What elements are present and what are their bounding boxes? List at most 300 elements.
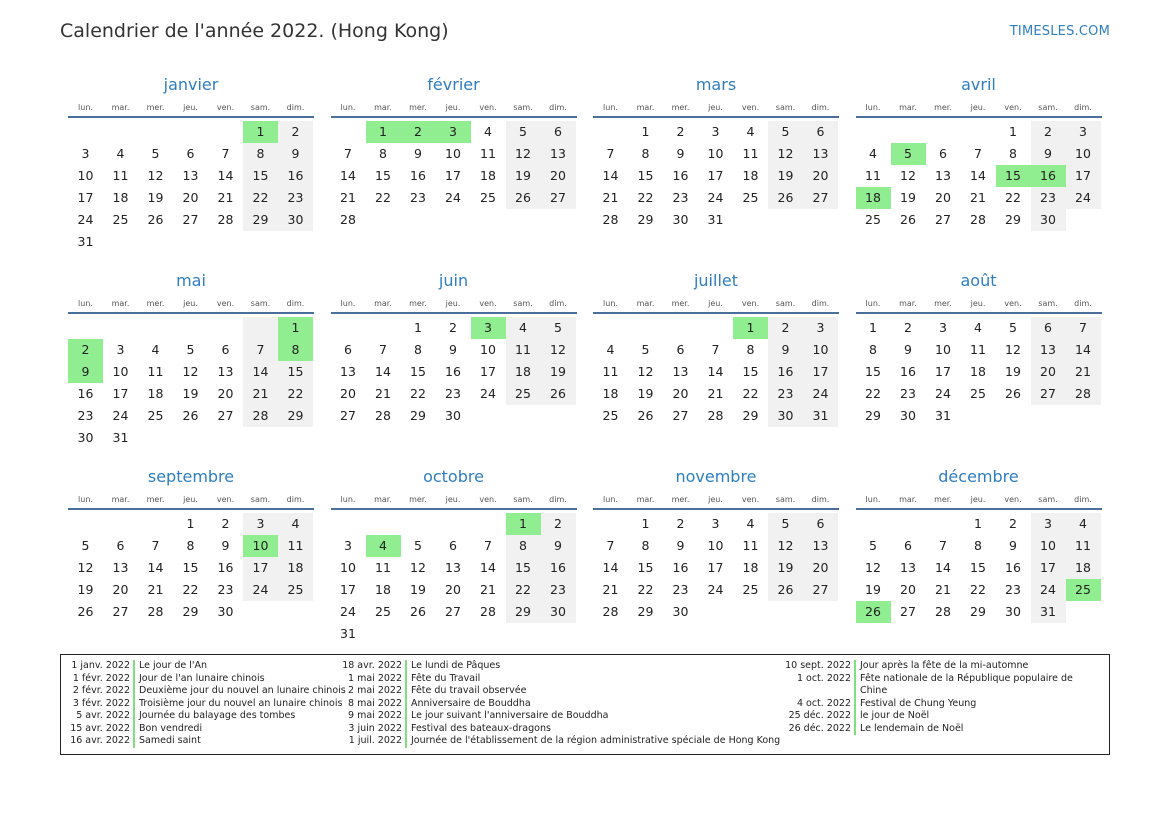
weekday-label: ven. — [1004, 495, 1022, 504]
day-cell: 19 — [77, 582, 94, 597]
holiday-day-cell: 3 — [471, 317, 506, 339]
weekday-label: mer. — [146, 495, 165, 504]
empty-day-cell — [401, 513, 436, 535]
day-cell: 4 — [746, 516, 755, 531]
day-cell: 11 — [865, 168, 881, 183]
day-cell: 18 — [375, 582, 391, 597]
day-cell: 28 — [480, 604, 496, 619]
day-cell: 17 — [1066, 165, 1101, 187]
weekday-label: mer. — [409, 103, 427, 112]
days-grid — [68, 513, 314, 623]
month-name: mars — [695, 75, 737, 94]
empty-day-cell — [208, 317, 243, 339]
weekday-label: mar. — [374, 103, 392, 112]
month-calendar — [856, 72, 1102, 266]
empty-day-cell — [1066, 601, 1101, 623]
day-cell: 11 — [742, 146, 759, 161]
empty-day-cell — [856, 513, 891, 535]
day-cell: 2 — [676, 516, 685, 531]
empty-day-cell — [471, 623, 506, 645]
empty-day-cell — [856, 121, 891, 143]
day-cell: 26 — [637, 408, 654, 423]
weekday-label: mar. — [636, 103, 655, 112]
day-cell: 4 — [606, 342, 615, 357]
day-cell: 21 — [602, 190, 619, 205]
holiday-name: Anniversaire de Bouddha — [405, 698, 531, 711]
weekday-header — [68, 294, 314, 314]
weekday-label: jeu. — [708, 495, 723, 504]
day-cell: 3 — [344, 538, 352, 553]
day-cell: 25 — [506, 383, 541, 405]
holiday-day-cell: 25 — [1066, 579, 1101, 601]
holiday-row — [69, 723, 341, 736]
day-cell: 4 — [116, 146, 125, 161]
holiday-date: 1 oct. 2022 — [796, 672, 851, 684]
empty-day-cell — [628, 317, 663, 339]
day-cell: 30 — [672, 604, 689, 619]
weekday-label: sam. — [1038, 299, 1058, 308]
day-cell: 12 — [147, 168, 164, 183]
day-cell: 9 — [1009, 538, 1017, 553]
holiday-name: Fête du travail observée — [405, 685, 527, 698]
day-cell: 15 — [865, 364, 881, 379]
day-cell: 12 — [1005, 342, 1021, 357]
day-cell: 26 — [768, 579, 803, 601]
empty-day-cell — [961, 405, 996, 427]
days-grid — [593, 317, 839, 427]
day-cell: 16 — [672, 168, 689, 183]
day-cell: 23 — [217, 582, 234, 597]
day-cell: 22 — [375, 190, 391, 205]
day-cell: 17 — [803, 361, 838, 383]
day-cell: 24 — [803, 383, 838, 405]
weekday-header — [856, 294, 1102, 314]
holiday-row — [341, 698, 781, 711]
day-cell: 29 — [410, 408, 426, 423]
weekday-label: mer. — [934, 103, 952, 112]
holiday-day-cell: 26 — [856, 601, 891, 623]
day-cell: 25 — [970, 386, 986, 401]
day-cell: 28 — [147, 604, 164, 619]
weekday-label: jeu. — [708, 103, 723, 112]
empty-day-cell — [103, 121, 138, 143]
day-cell: 5 — [151, 146, 160, 161]
day-cell: 11 — [970, 342, 986, 357]
day-cell: 27 — [803, 187, 838, 209]
day-cell: 9 — [221, 538, 230, 553]
weekday-label: jeu. — [970, 299, 986, 308]
day-cell: 11 — [742, 538, 759, 553]
day-cell: 11 — [278, 535, 313, 557]
day-cell: 14 — [602, 168, 619, 183]
weekday-label: mer. — [671, 103, 690, 112]
month-calendar — [856, 268, 1102, 462]
day-cell: 23 — [445, 386, 461, 401]
day-cell: 31 — [935, 408, 951, 423]
day-cell: 25 — [375, 604, 391, 619]
day-cell: 28 — [1066, 383, 1101, 405]
weekday-label: lun. — [865, 299, 881, 308]
holiday-day-cell: 1 — [366, 121, 401, 143]
day-cell: 22 — [278, 383, 313, 405]
day-cell: 11 — [480, 146, 496, 161]
weekday-label: lun. — [78, 495, 93, 504]
day-cell: 3 — [243, 513, 278, 535]
day-cell: 8 — [414, 342, 422, 357]
day-cell: 25 — [865, 212, 881, 227]
day-cell: 31 — [112, 430, 129, 445]
holiday-row — [69, 735, 341, 748]
day-cell: 30 — [217, 604, 234, 619]
day-cell: 15 — [970, 560, 986, 575]
weekday-label: ven. — [216, 299, 235, 308]
day-cell: 18 — [480, 168, 496, 183]
day-cell: 26 — [900, 212, 916, 227]
empty-day-cell — [243, 231, 278, 253]
day-cell: 6 — [904, 538, 912, 553]
day-cell: 9 — [449, 342, 457, 357]
day-cell: 28 — [935, 604, 951, 619]
day-cell: 15 — [410, 364, 426, 379]
weekday-label: dim. — [549, 299, 567, 308]
day-cell: 4 — [746, 124, 755, 139]
day-cell: 8 — [746, 342, 755, 357]
weekday-label: ven. — [479, 103, 497, 112]
day-cell: 27 — [182, 212, 199, 227]
weekday-label: mer. — [934, 299, 952, 308]
day-cell: 14 — [217, 168, 234, 183]
holiday-name: Samedi saint — [133, 735, 201, 748]
day-cell: 20 — [803, 557, 838, 579]
day-cell: 23 — [900, 386, 916, 401]
day-cell: 1 — [1009, 124, 1017, 139]
day-cell: 12 — [637, 364, 654, 379]
weekday-label: ven. — [741, 299, 760, 308]
day-cell: 14 — [480, 560, 496, 575]
day-cell: 21 — [970, 190, 986, 205]
empty-day-cell — [173, 121, 208, 143]
day-cell: 24 — [445, 190, 461, 205]
day-cell: 24 — [935, 386, 951, 401]
day-cell: 5 — [81, 538, 90, 553]
empty-day-cell — [541, 209, 576, 231]
empty-day-cell — [68, 317, 103, 339]
month-calendar — [593, 268, 839, 462]
weekday-label: sam. — [775, 495, 796, 504]
empty-day-cell — [663, 317, 698, 339]
day-cell: 21 — [375, 386, 391, 401]
day-cell: 27 — [900, 604, 916, 619]
holiday-row — [783, 723, 1103, 736]
day-cell: 13 — [541, 143, 576, 165]
day-cell: 1 — [414, 320, 422, 335]
day-cell: 4 — [974, 320, 982, 335]
day-cell: 26 — [541, 383, 576, 405]
day-cell: 12 — [410, 560, 426, 575]
day-cell: 1 — [641, 516, 650, 531]
day-cell: 19 — [768, 165, 803, 187]
weekday-header — [331, 98, 577, 118]
day-cell: 26 — [1005, 386, 1021, 401]
day-cell: 20 — [112, 582, 129, 597]
day-cell: 29 — [970, 604, 986, 619]
month-calendar — [331, 72, 577, 266]
day-cell: 14 — [147, 560, 164, 575]
day-cell: 5 — [414, 538, 422, 553]
empty-day-cell — [471, 513, 506, 535]
day-cell: 18 — [970, 364, 986, 379]
month-name: décembre — [938, 467, 1019, 486]
holiday-row — [341, 685, 781, 698]
months-grid — [68, 72, 1102, 658]
weekday-label: ven. — [216, 495, 235, 504]
day-cell: 12 — [541, 339, 576, 361]
empty-day-cell — [401, 209, 436, 231]
weekday-label: mer. — [934, 495, 952, 504]
weekday-label: mer. — [146, 103, 165, 112]
day-cell: 17 — [112, 386, 129, 401]
day-cell: 10 — [445, 146, 461, 161]
day-cell: 12 — [900, 168, 916, 183]
day-cell: 27 — [541, 187, 576, 209]
day-cell: 10 — [1066, 143, 1101, 165]
day-cell: 31 — [77, 234, 94, 249]
day-cell: 15 — [278, 361, 313, 383]
holiday-day-cell: 15 — [996, 165, 1031, 187]
month-calendar — [593, 464, 839, 658]
day-cell: 22 — [637, 582, 654, 597]
day-cell: 6 — [676, 342, 685, 357]
day-cell: 27 — [935, 212, 951, 227]
weekday-label: mar. — [111, 103, 130, 112]
empty-day-cell — [506, 405, 541, 427]
day-cell: 10 — [803, 339, 838, 361]
day-cell: 30 — [278, 209, 313, 231]
holiday-name: Journée du balayage des tombes — [133, 710, 295, 723]
month-name: novembre — [675, 467, 757, 486]
day-cell: 21 — [147, 582, 164, 597]
day-cell: 2 — [449, 320, 457, 335]
day-cell: 28 — [340, 212, 356, 227]
weekday-label: lun. — [340, 495, 356, 504]
weekday-label: jeu. — [970, 103, 986, 112]
day-cell: 23 — [278, 187, 313, 209]
day-cell: 7 — [606, 146, 615, 161]
weekday-label: jeu. — [708, 299, 723, 308]
day-cell: 29 — [182, 604, 199, 619]
day-cell: 27 — [340, 408, 356, 423]
day-cell: 28 — [375, 408, 391, 423]
holiday-row — [783, 660, 1103, 673]
month-calendar — [593, 72, 839, 266]
day-cell: 19 — [865, 582, 881, 597]
weekday-label: ven. — [1004, 299, 1022, 308]
day-cell: 23 — [768, 383, 803, 405]
day-cell: 3 — [116, 342, 125, 357]
day-cell: 21 — [243, 383, 278, 405]
day-cell: 10 — [480, 342, 496, 357]
weekday-label: lun. — [865, 103, 881, 112]
month-name: juin — [438, 271, 469, 290]
day-cell: 12 — [77, 560, 94, 575]
empty-day-cell — [103, 513, 138, 535]
weekday-label: dim. — [549, 103, 567, 112]
day-cell: 31 — [1031, 601, 1066, 623]
holiday-date: 26 déc. 2022 — [788, 722, 851, 734]
day-cell: 29 — [243, 209, 278, 231]
weekday-label: lun. — [603, 103, 618, 112]
day-cell: 9 — [676, 538, 685, 553]
day-cell: 29 — [742, 408, 759, 423]
holiday-row — [341, 723, 781, 736]
day-cell: 10 — [707, 146, 724, 161]
empty-day-cell — [278, 601, 313, 623]
day-cell: 19 — [768, 557, 803, 579]
empty-day-cell — [366, 623, 401, 645]
day-cell: 9 — [414, 146, 422, 161]
weekday-label: ven. — [479, 299, 497, 308]
day-cell: 1 — [974, 516, 982, 531]
weekday-label: ven. — [479, 495, 497, 504]
weekday-header — [331, 490, 577, 510]
holiday-day-cell: 2 — [68, 339, 103, 361]
empty-day-cell — [471, 405, 506, 427]
day-cell: 17 — [480, 364, 496, 379]
day-cell: 6 — [344, 342, 352, 357]
holiday-row — [783, 710, 1103, 723]
weekday-label: sam. — [250, 103, 271, 112]
empty-day-cell — [996, 405, 1031, 427]
holiday-day-cell: 5 — [891, 143, 926, 165]
weekday-header — [856, 98, 1102, 118]
weekday-label: sam. — [513, 103, 533, 112]
holiday-row — [69, 710, 341, 723]
day-cell: 16 — [410, 168, 426, 183]
day-cell: 10 — [112, 364, 129, 379]
empty-day-cell — [436, 209, 471, 231]
day-cell: 17 — [340, 582, 356, 597]
day-cell: 30 — [541, 601, 576, 623]
day-cell: 28 — [707, 408, 724, 423]
day-cell: 11 — [1066, 535, 1101, 557]
site-link[interactable]: TIMESLES.COM — [1009, 24, 1110, 39]
empty-day-cell — [733, 209, 768, 231]
holiday-name: Jour après la fête de la mi-automne — [854, 660, 1084, 673]
days-grid — [593, 121, 839, 231]
day-cell: 30 — [445, 408, 461, 423]
day-cell: 29 — [1005, 212, 1021, 227]
day-cell: 8 — [506, 535, 541, 557]
day-cell: 17 — [243, 557, 278, 579]
day-cell: 24 — [112, 408, 129, 423]
holiday-date: 2 mai 2022 — [348, 685, 402, 696]
weekday-label: lun. — [78, 299, 93, 308]
day-cell: 13 — [672, 364, 689, 379]
holiday-column-3 — [783, 660, 1103, 735]
holiday-name: Bon vendredi — [133, 723, 202, 736]
holiday-date: 18 avr. 2022 — [342, 660, 402, 671]
empty-day-cell — [1066, 405, 1101, 427]
weekday-label: sam. — [775, 103, 796, 112]
weekday-label: lun. — [865, 495, 881, 504]
holiday-date: 9 mai 2022 — [348, 710, 402, 721]
holiday-name: Festival des bateaux-dragons — [405, 723, 551, 736]
day-cell: 16 — [77, 386, 94, 401]
day-cell: 19 — [1005, 364, 1021, 379]
day-cell: 29 — [865, 408, 881, 423]
day-cell: 24 — [480, 386, 496, 401]
day-cell: 7 — [151, 538, 160, 553]
day-cell: 20 — [672, 386, 689, 401]
day-cell: 16 — [672, 560, 689, 575]
month-name: mai — [176, 271, 206, 290]
day-cell: 5 — [869, 538, 877, 553]
empty-day-cell — [103, 317, 138, 339]
weekday-label: sam. — [1038, 495, 1058, 504]
day-cell: 6 — [803, 121, 838, 143]
day-cell: 4 — [506, 317, 541, 339]
holiday-date: 1 juil. 2022 — [348, 735, 402, 746]
day-cell: 19 — [637, 386, 654, 401]
day-cell: 13 — [803, 143, 838, 165]
day-cell: 2 — [278, 121, 313, 143]
day-cell: 22 — [637, 190, 654, 205]
day-cell: 9 — [541, 535, 576, 557]
day-cell: 5 — [768, 513, 803, 535]
weekday-header — [593, 294, 839, 314]
day-cell: 3 — [711, 516, 720, 531]
holiday-day-cell: 2 — [401, 121, 436, 143]
day-cell: 28 — [602, 212, 619, 227]
day-cell: 20 — [541, 165, 576, 187]
day-cell: 3 — [803, 317, 838, 339]
month-name: février — [427, 75, 480, 94]
day-cell: 26 — [147, 212, 164, 227]
day-cell: 6 — [221, 342, 230, 357]
day-cell: 13 — [182, 168, 199, 183]
empty-day-cell — [961, 121, 996, 143]
day-cell: 8 — [641, 538, 650, 553]
day-cell: 24 — [340, 604, 356, 619]
weekday-label: dim. — [549, 495, 567, 504]
empty-day-cell — [471, 209, 506, 231]
empty-day-cell — [593, 121, 628, 143]
day-cell: 21 — [340, 190, 356, 205]
weekday-label: sam. — [250, 299, 271, 308]
weekday-label: sam. — [513, 495, 533, 504]
weekday-header — [593, 98, 839, 118]
day-cell: 26 — [182, 408, 199, 423]
weekday-label: mer. — [409, 299, 427, 308]
weekday-label: sam. — [1038, 103, 1058, 112]
empty-day-cell — [138, 427, 173, 449]
month-name: septembre — [147, 467, 235, 486]
day-cell: 3 — [711, 124, 720, 139]
empty-day-cell — [803, 209, 838, 231]
holiday-date: 3 juin 2022 — [348, 722, 402, 734]
holiday-date: 8 mai 2022 — [348, 697, 402, 709]
day-cell: 26 — [506, 187, 541, 209]
weekday-label: ven. — [1004, 103, 1022, 112]
holiday-name: Jour de l'an lunaire chinois — [133, 673, 265, 686]
holiday-name: Festival de Chung Yeung — [854, 698, 1084, 711]
day-cell: 9 — [904, 342, 912, 357]
day-cell: 17 — [445, 168, 461, 183]
day-cell: 10 — [1031, 535, 1066, 557]
day-cell: 3 — [939, 320, 947, 335]
weekday-label: sam. — [775, 299, 796, 308]
day-cell: 19 — [541, 361, 576, 383]
